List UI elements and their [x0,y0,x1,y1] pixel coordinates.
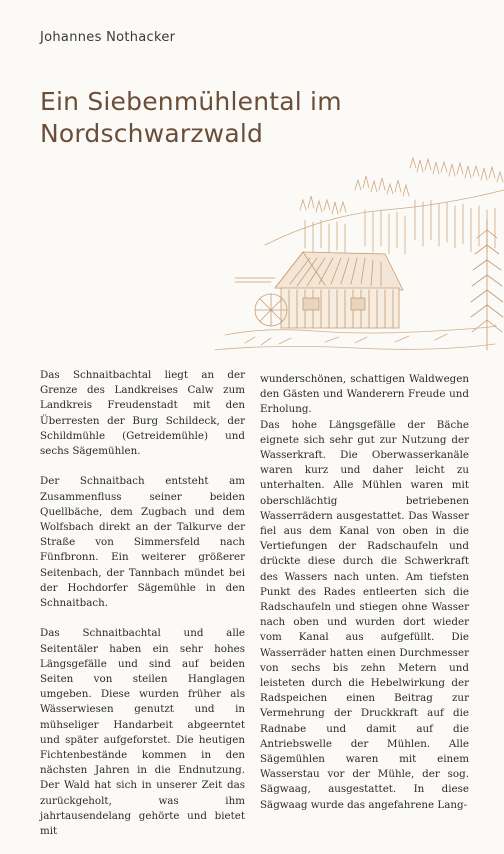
paragraph: Das hohe Längsgefälle der Bäche eignete sich sehr gut zur Nutzung der Wasserkraft. Die Oberwasserkanäle waren kurz und daher leicht zu unterhalten. Alle Mühlen waren mit oberschlächtig betriebenen Wasserrädern ausgestattet. Das Wasser fiel aus dem Kanal von oben in die Vertiefungen der Radschaufeln und drückte diese durch die Schwerkraft des Wassers nach unten. Am tiefsten Punkt des Rades entleerten sich die Radschaufeln und stiegen ohne Wasser nach oben und wurden dort wieder vom Kanal aus aufgefüllt. Die Wasserräder hatten einen Durchmesser von sechs bis zehn Metern und leisteten durch die Hebelwirkung der Radspeichen einen Beitrag zur Vermehrung der Druckkraft auf die Radnabe und damit auf die Antriebswelle der Mühlen. Alle Sägemühlen waren mit einem Wasserstau vor der Mühle, der sog. Sägwaag, ausgestattet. In diese Sägwaag wurde das angefahrene Lang- [260,418,469,811]
forest-icon [265,158,504,254]
article-title [40,86,342,150]
right-text-column [260,372,469,813]
title-line-2: Nordschwarzwald [40,119,264,148]
tree-icon [471,220,503,350]
mill-house-icon [235,252,403,328]
ground-sketch-icon [215,325,496,350]
left-text-column [40,368,245,854]
watermill-sketch-icon [205,150,504,355]
paragraph: Das Schnaitbachtal liegt an der Grenze des Landkreises Calw zum Landkreis Freudenstadt mit den Überresten der Burg Schildeck, der Schildmühle (Getreidemühle) und sechs Sägemühlen. [40,369,245,458]
paragraph: Das Schnaitbachtal und alle Seitentäler haben ein sehr hohes Längsgefälle und sind auf beiden Seiten von steilen Hanglagen umgeben. Diese wurden früher als Wässerwiesen genutzt und in mühseliger Handarbeit abgeerntet und später aufgeforstet. Die heutigen Fichtenbestände kommen in den nächsten Jahren in die Endnutzung. Der Wald hat sich in unserer Zeit das zurückgeholt, was ihm jahrtausendelang gehörte und bietet mit [40,627,245,838]
paragraph: Der Schnaitbach entsteht am Zusammenfluss seiner beiden Quellbäche, dem Zugbach und dem Wolfsbach direkt an der Talkurve der Straße von Simmersfeld nach Fünfbronn. Ein weiterer größerer Seitenbach, der Tannbach mündet bei der Hochdorfer Sägemühle in den Schnaitbach. [40,475,245,610]
paragraph: wunderschönen, schattigen Waldwegen den Gästen und Wanderern Freude und Erholung. [260,373,469,416]
title-line-1: Ein Siebenmühlental im [40,87,342,116]
author-name: Johannes Nothacker [40,30,176,45]
